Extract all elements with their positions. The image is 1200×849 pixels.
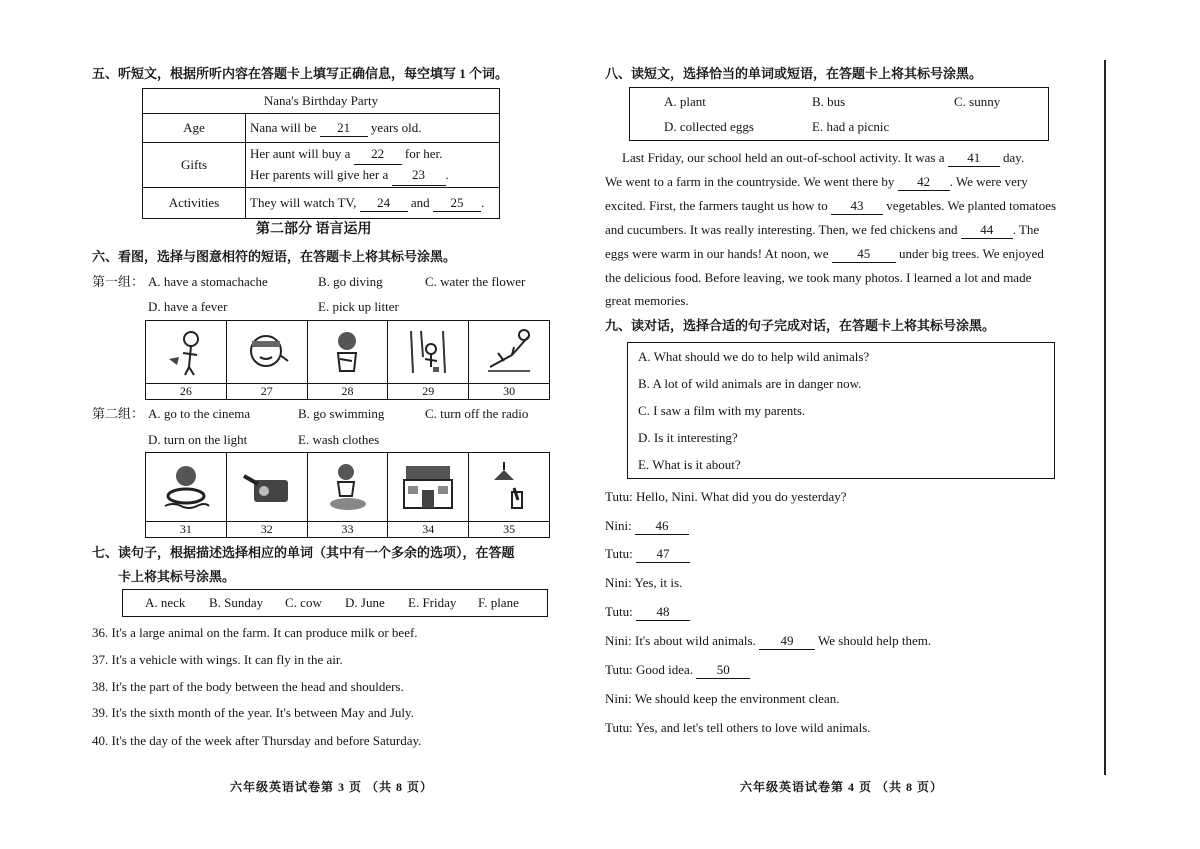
s7-option-d: D. June xyxy=(345,595,385,610)
dialogue-4-text: Yes, it is. xyxy=(634,575,683,590)
passage-4-post: . The xyxy=(1012,222,1040,237)
dialogue-6-pre: It's about wild animals. xyxy=(634,633,756,648)
passage-4-pre: and cucumbers. It was really interesting. Then, we fed chickens and xyxy=(605,222,958,237)
s9-option-c: C. I saw a film with my parents. xyxy=(638,403,806,418)
left-page-footer: 六年级英语试卷第 3 页 （共 8 页） xyxy=(230,780,434,794)
dialogue-7-pre: Good idea. xyxy=(635,662,694,677)
g1-option-c: C. water the flower xyxy=(425,274,526,289)
section-8-title: 八、读短文，选择恰当的单词或短语，在答题卡上将其标号涂黑。 xyxy=(605,66,983,81)
dialogue-line-6 xyxy=(605,633,931,650)
blank-45: 45 xyxy=(832,246,896,263)
number-26: 26 xyxy=(179,384,192,398)
speaker-tutu: Tutu: xyxy=(605,720,633,735)
blank-46: 46 xyxy=(635,518,689,535)
g2-option-c: C. turn off the radio xyxy=(425,406,529,421)
section-7-options-box xyxy=(122,589,548,617)
passage-5-post: under big trees. We enjoyed xyxy=(898,246,1044,261)
g1-option-b: B. go diving xyxy=(318,274,383,289)
gifts-text-1-post: for her. xyxy=(404,146,443,161)
dialogue-line-8 xyxy=(605,691,839,707)
passage-line-2 xyxy=(605,174,1028,191)
speaker-nini: Nini: xyxy=(605,518,632,533)
s7-option-c: C. cow xyxy=(285,595,322,610)
section-8-options-box xyxy=(629,87,1049,141)
blank-21: 21 xyxy=(320,120,368,137)
passage-line-6: the delicious food. Before leaving, we took many photos. I learned a lot and made xyxy=(605,270,1032,285)
passage-3-post: vegetables. We planted tomatoes xyxy=(886,198,1057,213)
dialogue-line-1 xyxy=(605,489,847,505)
passage-5-pre: eggs were warm in our hands! At noon, we xyxy=(605,246,829,261)
wash-clothes-icon xyxy=(322,460,372,514)
dialogue-9-text: Yes, and let's tell others to love wild animals. xyxy=(635,720,871,735)
picture-35 xyxy=(469,453,549,537)
picture-31 xyxy=(146,453,227,537)
passage-1-pre: Last Friday, our school held an out-of-school activity. It was a xyxy=(622,150,945,165)
picture-30 xyxy=(469,321,549,399)
activities-text: They will watch TV, xyxy=(250,194,357,210)
watering-flower-icon xyxy=(161,327,211,377)
number-30: 30 xyxy=(503,384,516,398)
s7-item-40: 40. It's the day of the week after Thursday and before Saturday. xyxy=(92,733,422,748)
g1-option-d: D. have a fever xyxy=(148,299,228,314)
page-edge-line xyxy=(1104,60,1106,775)
number-34: 34 xyxy=(422,522,435,536)
blank-50: 50 xyxy=(696,662,750,679)
picture-26 xyxy=(146,321,227,399)
group-1-label: 第一组： xyxy=(92,274,145,289)
dialogue-6-post: We should help them. xyxy=(818,633,932,648)
blank-47: 47 xyxy=(636,546,690,563)
s8-option-e: E. had a picnic xyxy=(812,119,890,134)
s7-option-b: B. Sunday xyxy=(209,595,264,610)
age-text-post: years old. xyxy=(370,119,422,135)
dialogue-line-2 xyxy=(605,518,689,535)
gifts-text-2-post: . xyxy=(445,167,449,182)
group-2-pictures xyxy=(145,452,550,538)
gifts-text-1: Her aunt will buy a xyxy=(250,146,351,161)
blank-25: 25 xyxy=(433,195,481,212)
passage-line-3 xyxy=(605,198,1056,215)
g2-option-a: A. go to the cinema xyxy=(148,406,251,421)
picture-27 xyxy=(227,321,308,399)
pick-up-litter-icon xyxy=(403,327,453,377)
blank-24: 24 xyxy=(360,195,408,212)
s9-option-a: A. What should we do to help wild animals? xyxy=(638,349,870,364)
passage-1-post: day. xyxy=(1003,150,1025,165)
number-33: 33 xyxy=(341,522,354,536)
activities-post: . xyxy=(480,194,485,210)
gifts-text-2: Her parents will give her a xyxy=(250,167,389,182)
blank-48: 48 xyxy=(636,604,690,621)
dialogue-line-9 xyxy=(605,720,871,736)
dialogue-line-3 xyxy=(605,546,690,563)
stomachache-icon xyxy=(322,327,372,377)
s7-item-37: 37. It's a vehicle with wings. It can fly in the air. xyxy=(92,652,343,667)
dialogue-8-text: We should keep the environment clean. xyxy=(634,691,840,706)
number-27: 27 xyxy=(260,384,273,398)
passage-line-7: great memories. xyxy=(605,293,689,308)
dialogue-line-5 xyxy=(605,604,690,621)
s7-item-39: 39. It's the sixth month of the year. It's between May and July. xyxy=(92,705,414,720)
passage-2-pre: We went to a farm in the countryside. We went there by xyxy=(605,174,895,189)
fever-icon xyxy=(242,327,292,377)
blank-23: 23 xyxy=(392,165,446,186)
speaker-tutu: Tutu: xyxy=(605,662,633,677)
group-2-label: 第二组： xyxy=(92,406,145,421)
section-7-title-line-2: 卡上将其标号涂黑。 xyxy=(118,569,236,584)
s8-option-b: B. bus xyxy=(812,94,846,109)
dialogue-line-7 xyxy=(605,662,750,679)
row-activities-content xyxy=(246,188,500,219)
picture-28 xyxy=(308,321,389,399)
picture-33 xyxy=(308,453,389,537)
speaker-tutu: Tutu: xyxy=(605,604,633,619)
cinema-icon xyxy=(398,460,458,514)
row-gifts-content xyxy=(246,143,500,188)
g2-option-b: B. go swimming xyxy=(298,406,385,421)
s8-option-d: D. collected eggs xyxy=(664,119,754,134)
number-28: 28 xyxy=(341,384,354,398)
part-2-title: 第二部分 语言运用 xyxy=(256,222,372,237)
blank-44: 44 xyxy=(961,222,1013,239)
s7-option-e: E. Friday xyxy=(408,595,457,610)
speaker-tutu: Tutu: xyxy=(605,489,633,504)
g2-option-d: D. turn on the light xyxy=(148,432,248,447)
number-31: 31 xyxy=(179,522,192,536)
s7-option-a: A. neck xyxy=(145,595,186,610)
section-5-title: 五、听短文，根据所听内容在答题卡上填写正确信息，每空填写 1 个词。 xyxy=(92,66,509,81)
section-7-title-line-1: 七、读句子，根据描述选择相应的单词（其中有一个多余的选项），在答题 xyxy=(92,545,515,560)
picture-34 xyxy=(388,453,469,537)
s7-item-36: 36. It's a large animal on the farm. It can produce milk or beef. xyxy=(92,625,418,640)
swimming-icon xyxy=(161,460,211,514)
speaker-nini: Nini: xyxy=(605,691,632,706)
s9-option-b: B. A lot of wild animals are in danger now. xyxy=(638,376,862,391)
blank-49: 49 xyxy=(759,633,815,650)
dialogue-line-4 xyxy=(605,575,682,591)
row-label-gifts: Gifts xyxy=(143,143,246,188)
blank-41: 41 xyxy=(948,150,1000,167)
g2-option-e: E. wash clothes xyxy=(298,432,380,447)
s9-option-d: D. Is it interesting? xyxy=(638,430,738,445)
number-32: 32 xyxy=(260,522,273,536)
row-label-activities: Activities xyxy=(143,188,246,219)
g1-option-a: A. have a stomachache xyxy=(148,274,268,289)
right-page-footer: 六年级英语试卷第 4 页 （共 8 页） xyxy=(740,780,944,794)
s7-item-38: 38. It's the part of the body between the head and shoulders. xyxy=(92,679,404,694)
passage-line-4 xyxy=(605,222,1039,239)
picture-32 xyxy=(227,453,308,537)
light-switch-icon xyxy=(484,460,534,514)
s7-option-f: F. plane xyxy=(478,595,519,610)
speaker-tutu: Tutu: xyxy=(605,546,633,561)
section-6-title: 六、看图，选择与图意相符的短语，在答题卡上将其标号涂黑。 xyxy=(92,249,457,264)
section-9-title: 九、读对话，选择合适的句子完成对话，在答题卡上将其标号涂黑。 xyxy=(605,318,996,333)
number-35: 35 xyxy=(503,522,516,536)
row-label-age: Age xyxy=(143,114,246,143)
speaker-nini: Nini: xyxy=(605,633,632,648)
row-age-content xyxy=(246,114,500,143)
blank-43: 43 xyxy=(831,198,883,215)
passage-line-1 xyxy=(622,150,1024,167)
birthday-party-table xyxy=(142,88,500,219)
blank-22: 22 xyxy=(354,144,402,165)
s8-option-c: C. sunny xyxy=(954,94,1001,109)
s9-option-e: E. What is it about? xyxy=(638,457,741,472)
number-29: 29 xyxy=(422,384,435,398)
passage-2-post: . We were very xyxy=(949,174,1028,189)
s8-option-a: A. plant xyxy=(664,94,706,109)
g1-option-e: E. pick up litter xyxy=(318,299,399,314)
age-text: Nana will be xyxy=(250,119,317,135)
blank-42: 42 xyxy=(898,174,950,191)
speaker-nini: Nini: xyxy=(605,575,632,590)
group-1-pictures xyxy=(145,320,550,400)
activities-and: and xyxy=(410,194,430,210)
diving-icon xyxy=(484,327,534,377)
passage-3-pre: excited. First, the farmers taught us how to xyxy=(605,198,828,213)
dialogue-1-text: Hello, Nini. What did you do yesterday? xyxy=(635,489,847,504)
radio-icon xyxy=(240,460,294,514)
table-title: Nana's Birthday Party xyxy=(143,89,500,114)
passage-line-5 xyxy=(605,246,1044,263)
picture-29 xyxy=(388,321,469,399)
section-9-options-box xyxy=(627,342,1055,479)
